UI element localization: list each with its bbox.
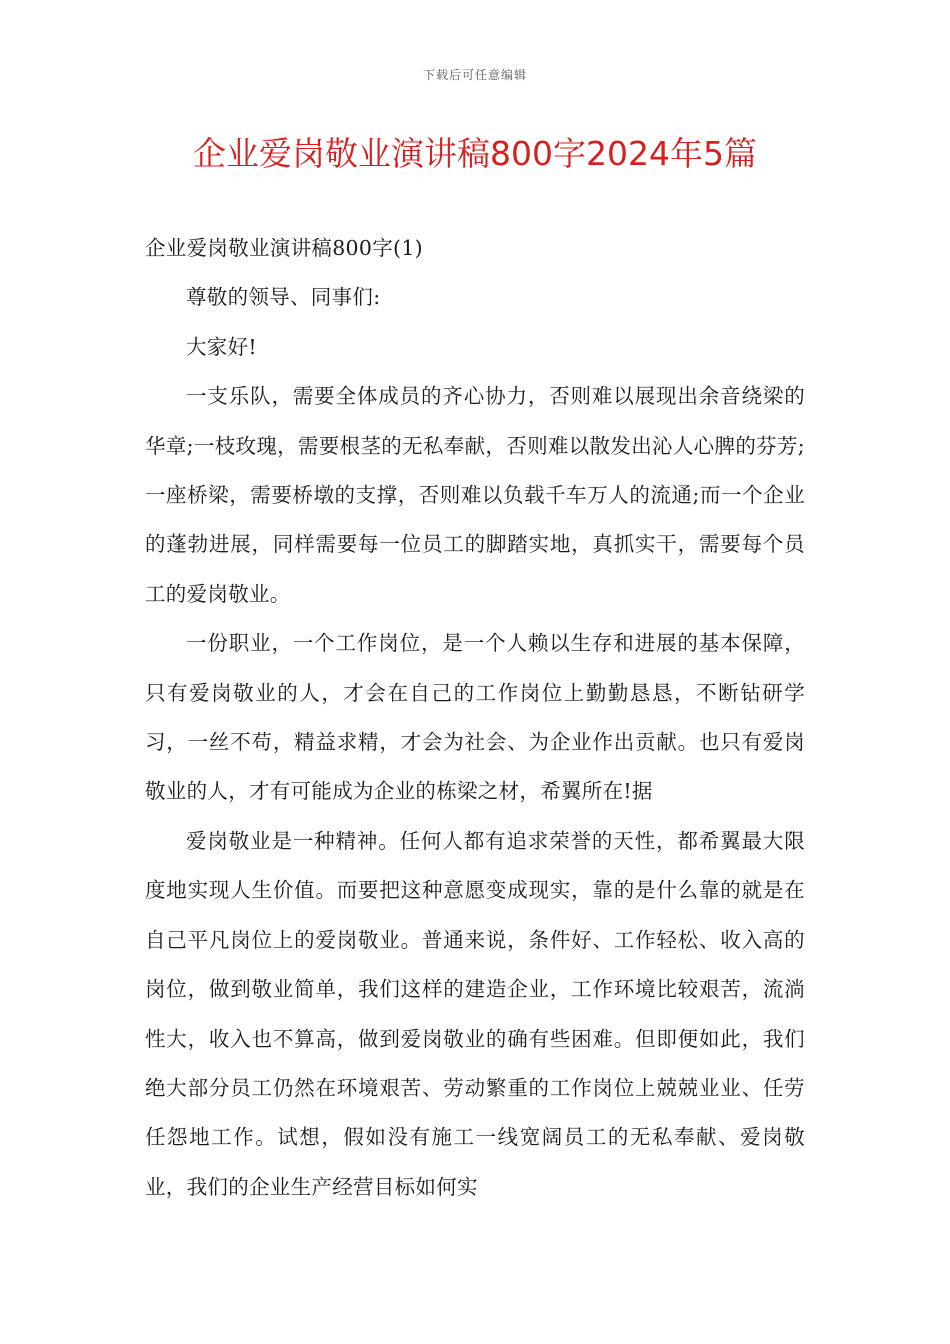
paragraph: 一份职业，一个工作岗位，是一个人赖以生存和进展的基本保障，只有爱岗敬业的人，才会在自己的工作岗位上勤勤恳恳，不断钻研学习，一丝不苟，精益求精，才会为社会、为企业作出贡献。也只有爱岗敬业的人，才有可能成为企业的栋梁之材，希翼所在!据 — [145, 631, 805, 804]
paragraph: 爱岗敬业是一种精神。任何人都有追求荣誉的天性，都希翼最大限度地实现人生价值。而要把这种意愿变成现实，靠的是什么靠的就是在自己平凡岗位上的爱岗敬业。普通来说，条件好、工作轻松、收入高的岗位，做到敬业简单，我们这样的建造企业，工作环境比较艰苦，流淌性大，收入也不算高，做到爱岗敬业的确有些困难。但即便如此，我们绝大部分员工仍然在环境艰苦、劳动繁重的工作岗位上兢兢业业、任劳任怨地工作。试想，假如没有施工一线宽阔员工的无私奉献、爱岗敬业，我们的企业生产经营目标如何实 — [145, 828, 805, 1199]
greeting: 大家好! — [186, 334, 257, 359]
salutation: 尊敬的领导、同事们: — [186, 285, 381, 310]
section-heading: 企业爱岗敬业演讲稿800字(1) — [145, 236, 423, 260]
document-title: 企业爱岗敬业演讲稿800字2024年5篇 — [193, 134, 757, 173]
paragraph: 一支乐队，需要全体成员的齐心协力，否则难以展现出余音绕梁的华章;一枝玫瑰，需要根茎的无私奉献，否则难以散发出沁人心脾的芬芳;一座桥梁，需要桥墩的支撑，否则难以负载千车万人的流通;而一个企业的蓬勃进展，同样需要每一位员工的脚踏实地，真抓实干，需要每个员工的爱岗敬业。 — [145, 384, 805, 606]
header-note: 下载后可任意编辑 — [422, 68, 527, 82]
document-body — [145, 224, 805, 1212]
